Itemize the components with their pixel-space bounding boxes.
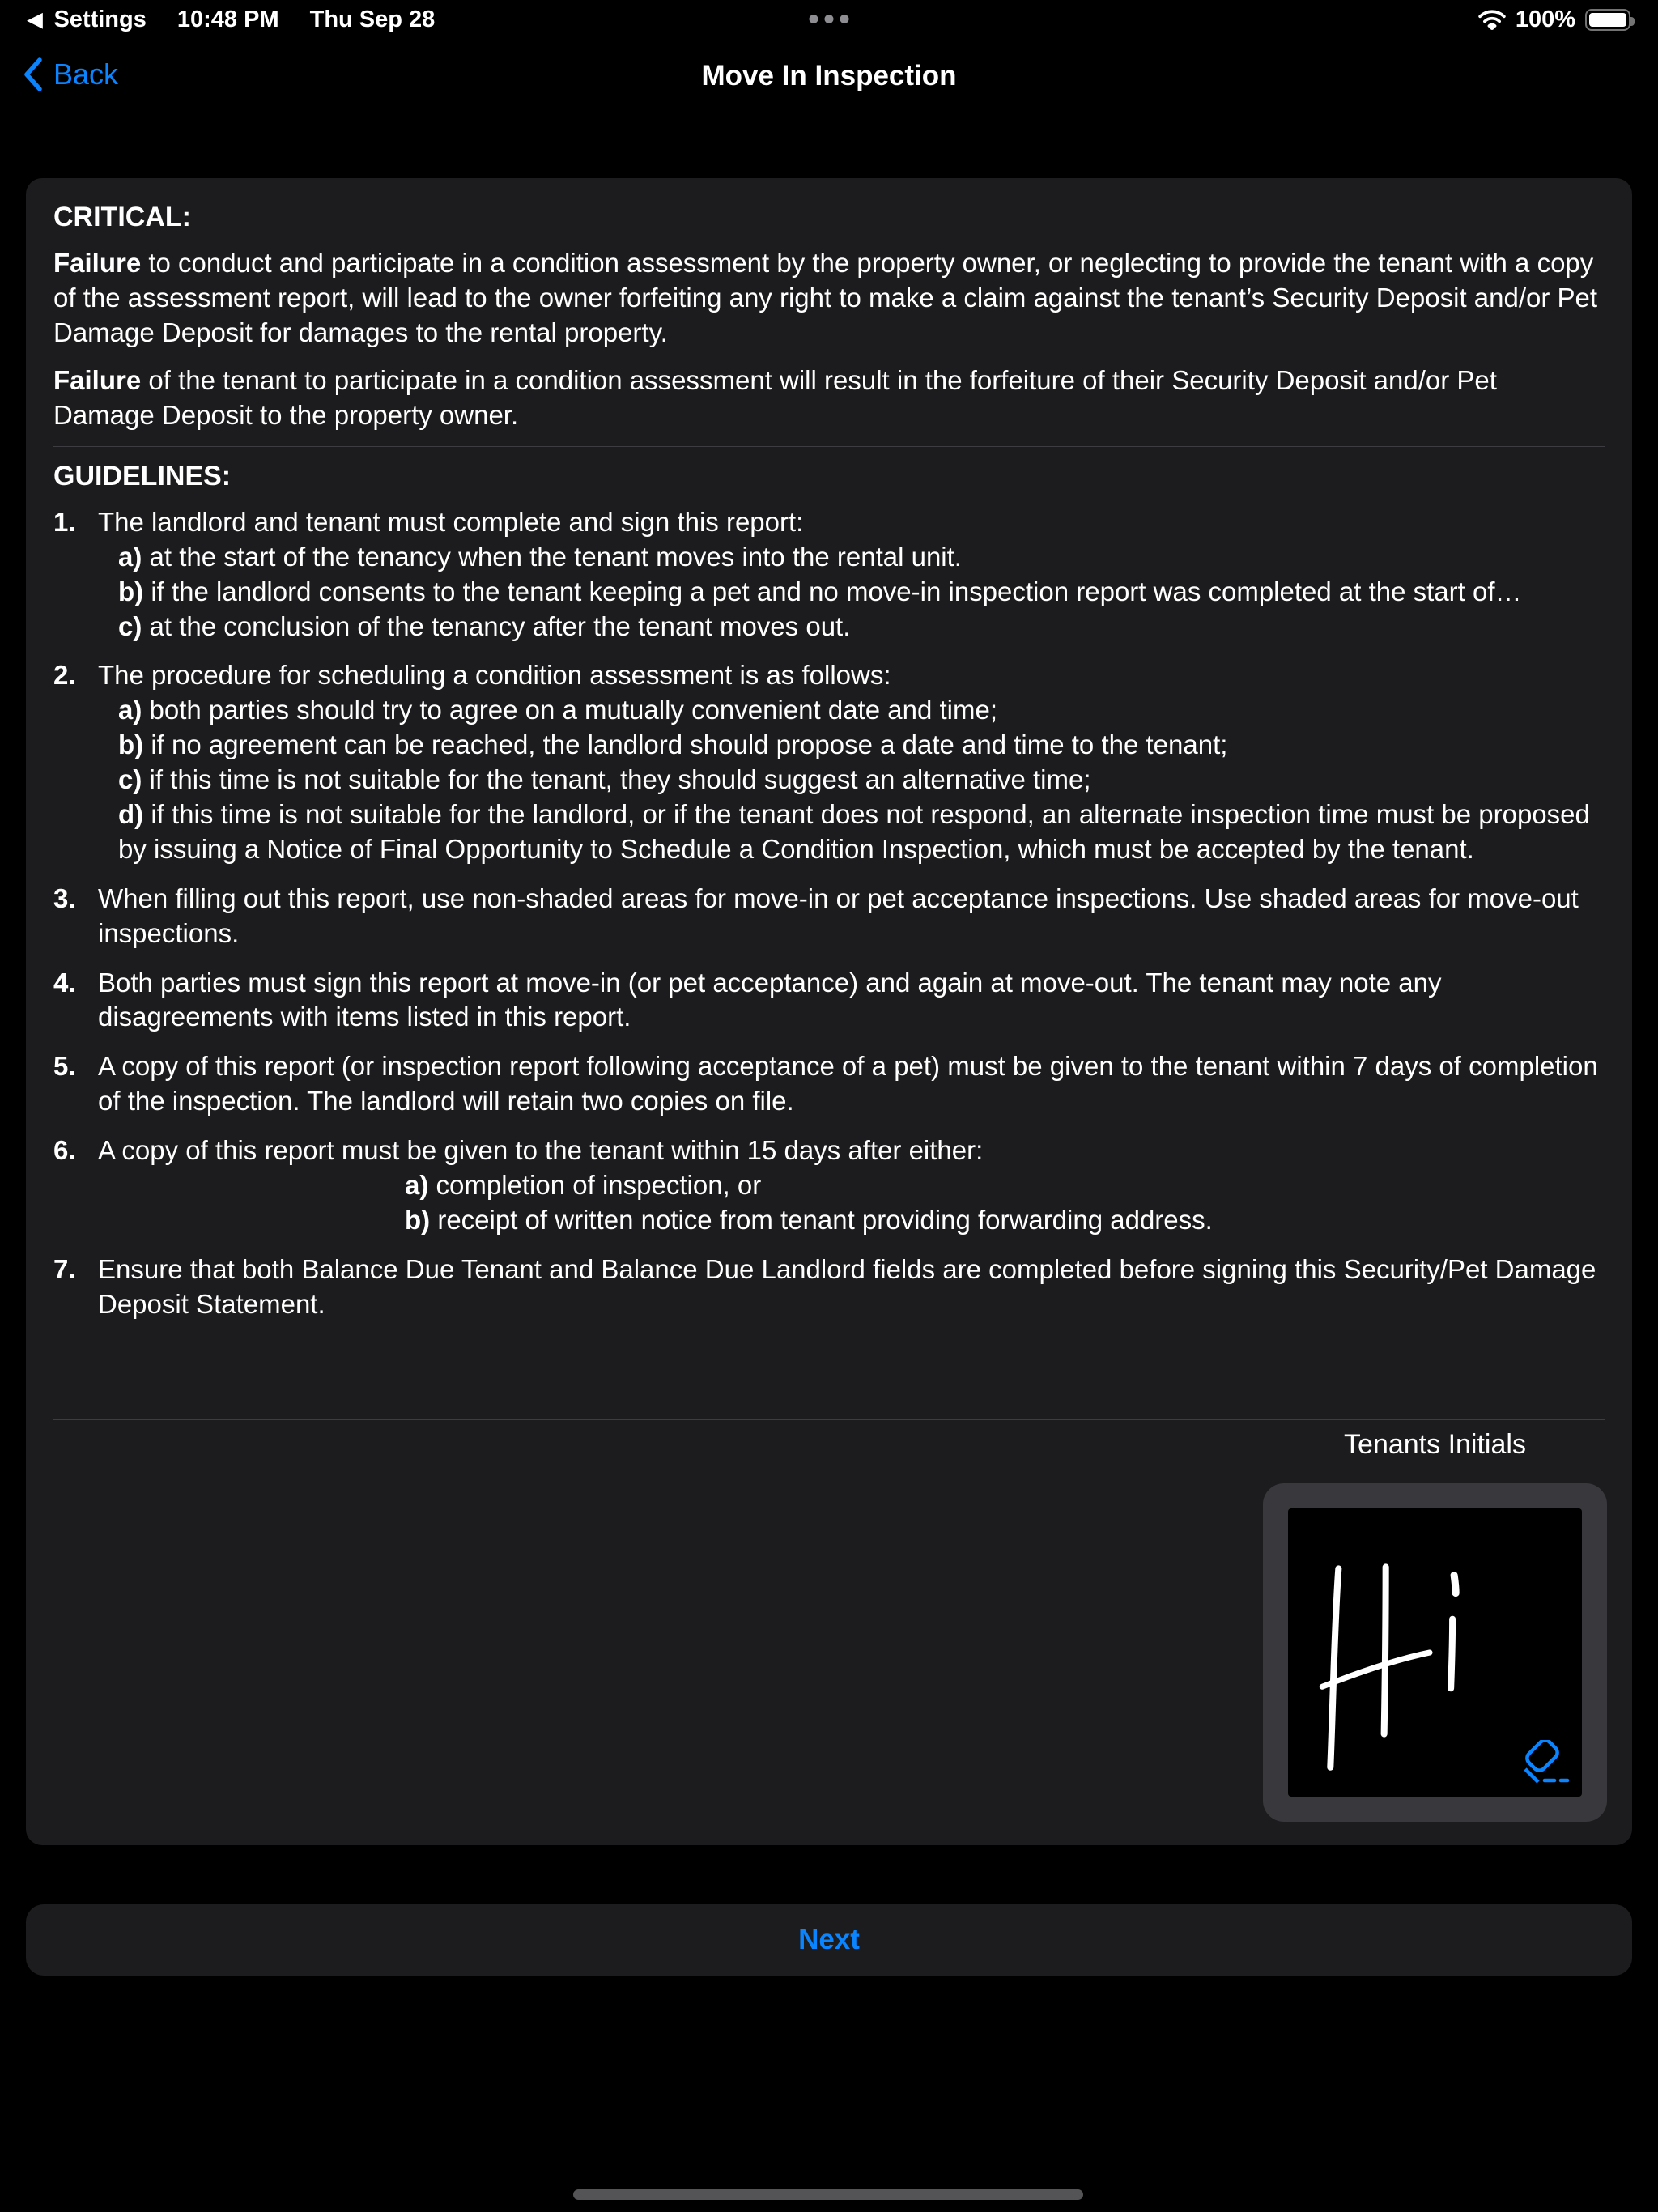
guideline-item-6: 6. A copy of this report must be given to the tenant within 15 days after either: a) completion of inspection, or b) receipt of written notice from tenant providing forwarding address. [53,1134,1605,1238]
guideline-subitem: b) if no agreement can be reached, the landlord should propose a date and time to the tenant; [118,730,1228,760]
guideline-subitem: c) if this time is not suitable for the tenant, they should suggest an alternative time; [118,764,1091,795]
eraser-button[interactable] [1514,1740,1571,1785]
guideline-item-7: 7. Ensure that both Balance Due Tenant and Balance Due Landlord fields are completed before signing this Security/Pet Damage Deposit Statement. [53,1253,1596,1319]
multitask-dots-icon [810,15,849,23]
guideline-subitem: a) both parties should try to agree on a mutually convenient date and time; [118,695,997,725]
back-button[interactable] [23,57,118,92]
page-title: Move In Inspection [701,60,957,91]
guideline-subitem: a) completion of inspection, or [405,1169,762,1200]
section-divider [53,446,1605,447]
battery-percent: 100% [1515,6,1575,32]
next-button[interactable]: Next [26,1904,1632,1976]
inspection-guidelines-card [26,178,1632,1845]
guideline-item-3: 3. When filling out this report, use non-shaded areas for move-in or pet acceptance inspections. Use shaded areas for move-out inspections. [53,883,1579,948]
wifi-icon [1478,9,1506,30]
critical-paragraph-2: Failure of the tenant to participate in a condition assessment will result in the forfeiture of their Security Deposit and/or Pet Damage Deposit to the property owner. [53,364,1497,430]
battery-icon [1585,9,1630,31]
status-bar [0,0,1658,39]
tenants-initials-label: Tenants Initials [1344,1429,1526,1460]
back-to-app-triangle-icon: ◀ [28,9,43,31]
guideline-subitem: d) if this time is not suitable for the landlord, or if the tenant does not respond, an alternate inspection time must be proposed by issuing a Notice of Final Opportunity to Schedule a Condition Inspection, which must be accepted by the tenant. [118,798,1590,864]
guideline-subitem: a) at the start of the tenancy when the tenant moves into the rental unit. [118,541,962,572]
guideline-item-5: 5. A copy of this report (or inspection report following acceptance of a pet) must be given to the tenant within 7 days of completion of the inspection. The landlord will retain two copies on file. [53,1051,1598,1117]
status-back-to-app[interactable] [28,6,435,33]
critical-paragraph-1: Failure to conduct and participate in a condition assessment by the property owner, or neglecting to provide the tenant with a copy of the assessment report, will lead to the owner forfeiting any right to make a claim against the tenant’s Security Deposit and/or Pet Damage Deposit for damages to the rental property. [53,248,1598,347]
navigation-bar [0,39,1658,113]
tenants-initials-signature-frame [1263,1483,1607,1822]
status-date: Thu Sep 28 [309,6,436,32]
back-to-app-label: Settings [53,6,147,32]
eraser-icon [1514,1740,1571,1785]
guideline-subitem: b) if the landlord consents to the tenant keeping a pet and no move-in inspection report was completed at the start of… [118,576,1522,606]
guideline-item-4: 4. Both parties must sign this report at move-in (or pet acceptance) and again at move-out. The tenant may note any disagreements with items listed in this report. [53,967,1442,1032]
guideline-subitem: c) at the conclusion of the tenancy after the tenant moves out. [118,610,851,641]
status-time: 10:48 PM [176,6,279,32]
guidelines-heading: GUIDELINES: [53,460,232,491]
chevron-left-icon [23,57,44,92]
status-indicators [1478,6,1630,33]
tenants-initials-signature-pad[interactable] [1288,1508,1582,1797]
guideline-item-2: 2. The procedure for scheduling a condition assessment is as follows: a) both parties should try to agree on a mutually convenient date and time; b) if no agreement can be reached, the landlord should propose a date and time to the tenant; c) if this time is not suitable for the tenant, they should suggest an alternative time; d) if this time is not suitable for the landlord, or if the tenant does not respond, an alternate inspection time must be proposed by issuing a Notice of Final Opportunity to Schedule a Condition Inspection, which must be accepted by the tenant. [53,658,1605,866]
guideline-item-1: 1. The landlord and tenant must complete and sign this report: a) at the start of the tenancy when the tenant moves into the rental unit. b) if the landlord consents to the tenant keeping a pet and no move-in inspection report was completed at the start of… c) at the conclusion of the tenancy after the tenant moves out. [53,505,1605,644]
back-button-label: Back [53,57,119,91]
critical-heading: CRITICAL: [53,202,191,232]
home-indicator[interactable] [573,2189,1083,2200]
signature-section-divider [53,1419,1605,1420]
guideline-subitem: b) receipt of written notice from tenant providing forwarding address. [405,1204,1213,1235]
